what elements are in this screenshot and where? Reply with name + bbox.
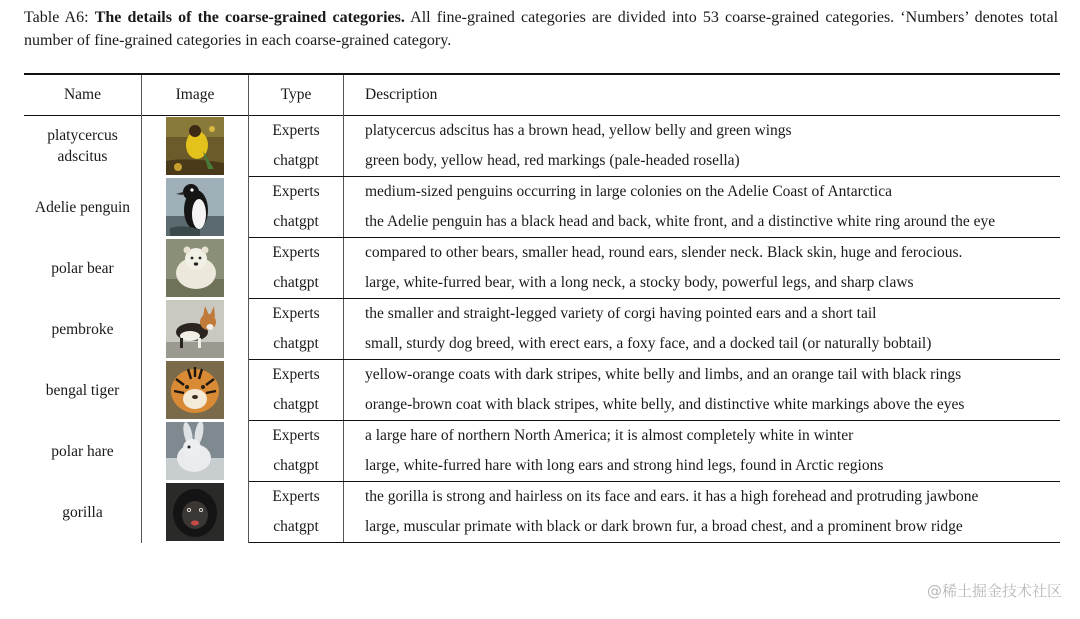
type-chatgpt: chatgpt <box>249 146 344 177</box>
chatgpt-description: orange-brown coat with black stripes, white belly, and distinctive white markings above the eyes <box>344 390 1061 421</box>
categories-table <box>24 73 1060 543</box>
watermark: @稀土掘金技术社区 <box>926 582 1062 600</box>
gorilla-photo-icon <box>166 483 224 541</box>
type-chatgpt: chatgpt <box>249 451 344 482</box>
categories-table-wrapper <box>24 73 1060 543</box>
header-description: Description <box>365 86 438 103</box>
table-row <box>24 360 1060 391</box>
type-experts: Experts <box>249 299 344 330</box>
row-name: platycercus adscitus <box>24 116 142 177</box>
header-image: Image <box>142 74 249 116</box>
row-name: bengal tiger <box>24 360 142 421</box>
chatgpt-description: green body, yellow head, red markings (pale-headed rosella) <box>344 146 1061 177</box>
penguin-photo-icon <box>166 178 224 236</box>
type-experts: Experts <box>249 177 344 208</box>
caption-title: The details of the coarse-grained categories. <box>94 9 405 26</box>
table-caption <box>24 6 1058 52</box>
type-chatgpt: chatgpt <box>249 390 344 421</box>
chatgpt-description: the Adelie penguin has a black head and back, white front, and a distinctive white ring around the eye <box>344 207 1061 238</box>
hare-photo-icon <box>166 422 224 480</box>
row-image <box>142 299 249 360</box>
row-image <box>142 482 249 543</box>
type-chatgpt: chatgpt <box>249 268 344 299</box>
experts-description: compared to other bears, smaller head, round ears, slender neck. Black skin, huge and ferocious. <box>365 244 963 261</box>
row-name: Adelie penguin <box>24 177 142 238</box>
header-name: Name <box>24 74 142 116</box>
type-experts: Experts <box>249 238 344 269</box>
type-experts: Experts <box>249 482 344 513</box>
experts-description: a large hare of northern North America; it is almost completely white in winter <box>365 427 854 444</box>
table-row <box>24 299 1060 330</box>
header-type: Type <box>249 74 344 116</box>
chatgpt-description: large, muscular primate with black or dark brown fur, a broad chest, and a prominent brow ridge <box>344 512 1061 543</box>
table-row <box>24 177 1060 208</box>
table-row <box>24 482 1060 513</box>
experts-description: yellow-orange coats with dark stripes, white belly and limbs, and an orange tail with black rings <box>365 366 962 383</box>
type-chatgpt: chatgpt <box>249 207 344 238</box>
row-name: polar hare <box>24 421 142 482</box>
table-row <box>24 421 1060 452</box>
type-experts: Experts <box>249 360 344 391</box>
corgi-photo-icon <box>166 300 224 358</box>
experts-description: platycercus adscitus has a brown head, yellow belly and green wings <box>365 122 792 139</box>
polar-bear-photo-icon <box>166 239 224 297</box>
table-row <box>24 238 1060 269</box>
row-image <box>142 421 249 482</box>
bird-photo-icon <box>166 117 224 175</box>
experts-description: medium-sized penguins occurring in large colonies on the Adelie Coast of Antarctica <box>365 183 892 200</box>
chatgpt-description: small, sturdy dog breed, with erect ears, a foxy face, and a docked tail (or naturally bobtail) <box>344 329 1061 360</box>
type-chatgpt: chatgpt <box>249 329 344 360</box>
row-name: pembroke <box>24 299 142 360</box>
chatgpt-description: large, white-furred hare with long ears and strong hind legs, found in Arctic regions <box>344 451 1061 482</box>
experts-description: the gorilla is strong and hairless on its face and ears. it has a high forehead and protruding jawbone <box>365 488 979 505</box>
chatgpt-description: large, white-furred bear, with a long neck, a stocky body, powerful legs, and sharp claws <box>344 268 1061 299</box>
row-image <box>142 360 249 421</box>
row-image <box>142 116 249 177</box>
experts-description: the smaller and straight-legged variety of corgi having pointed ears and a short tail <box>365 305 877 322</box>
row-name: gorilla <box>24 482 142 543</box>
type-experts: Experts <box>249 421 344 452</box>
table-header-row <box>24 74 1060 116</box>
caption-label: Table A6: <box>24 9 89 26</box>
tiger-photo-icon <box>166 361 224 419</box>
type-chatgpt: chatgpt <box>249 512 344 543</box>
type-experts: Experts <box>249 116 344 147</box>
row-name: polar bear <box>24 238 142 299</box>
table-row <box>24 116 1060 147</box>
caption-text: All fine-grained categories are divided into 53 coarse-grained categories. ‘Numbers’ denotes total number of fine-grained categories in each coarse-grained category. <box>24 9 1059 49</box>
row-image <box>142 238 249 299</box>
row-image <box>142 177 249 238</box>
